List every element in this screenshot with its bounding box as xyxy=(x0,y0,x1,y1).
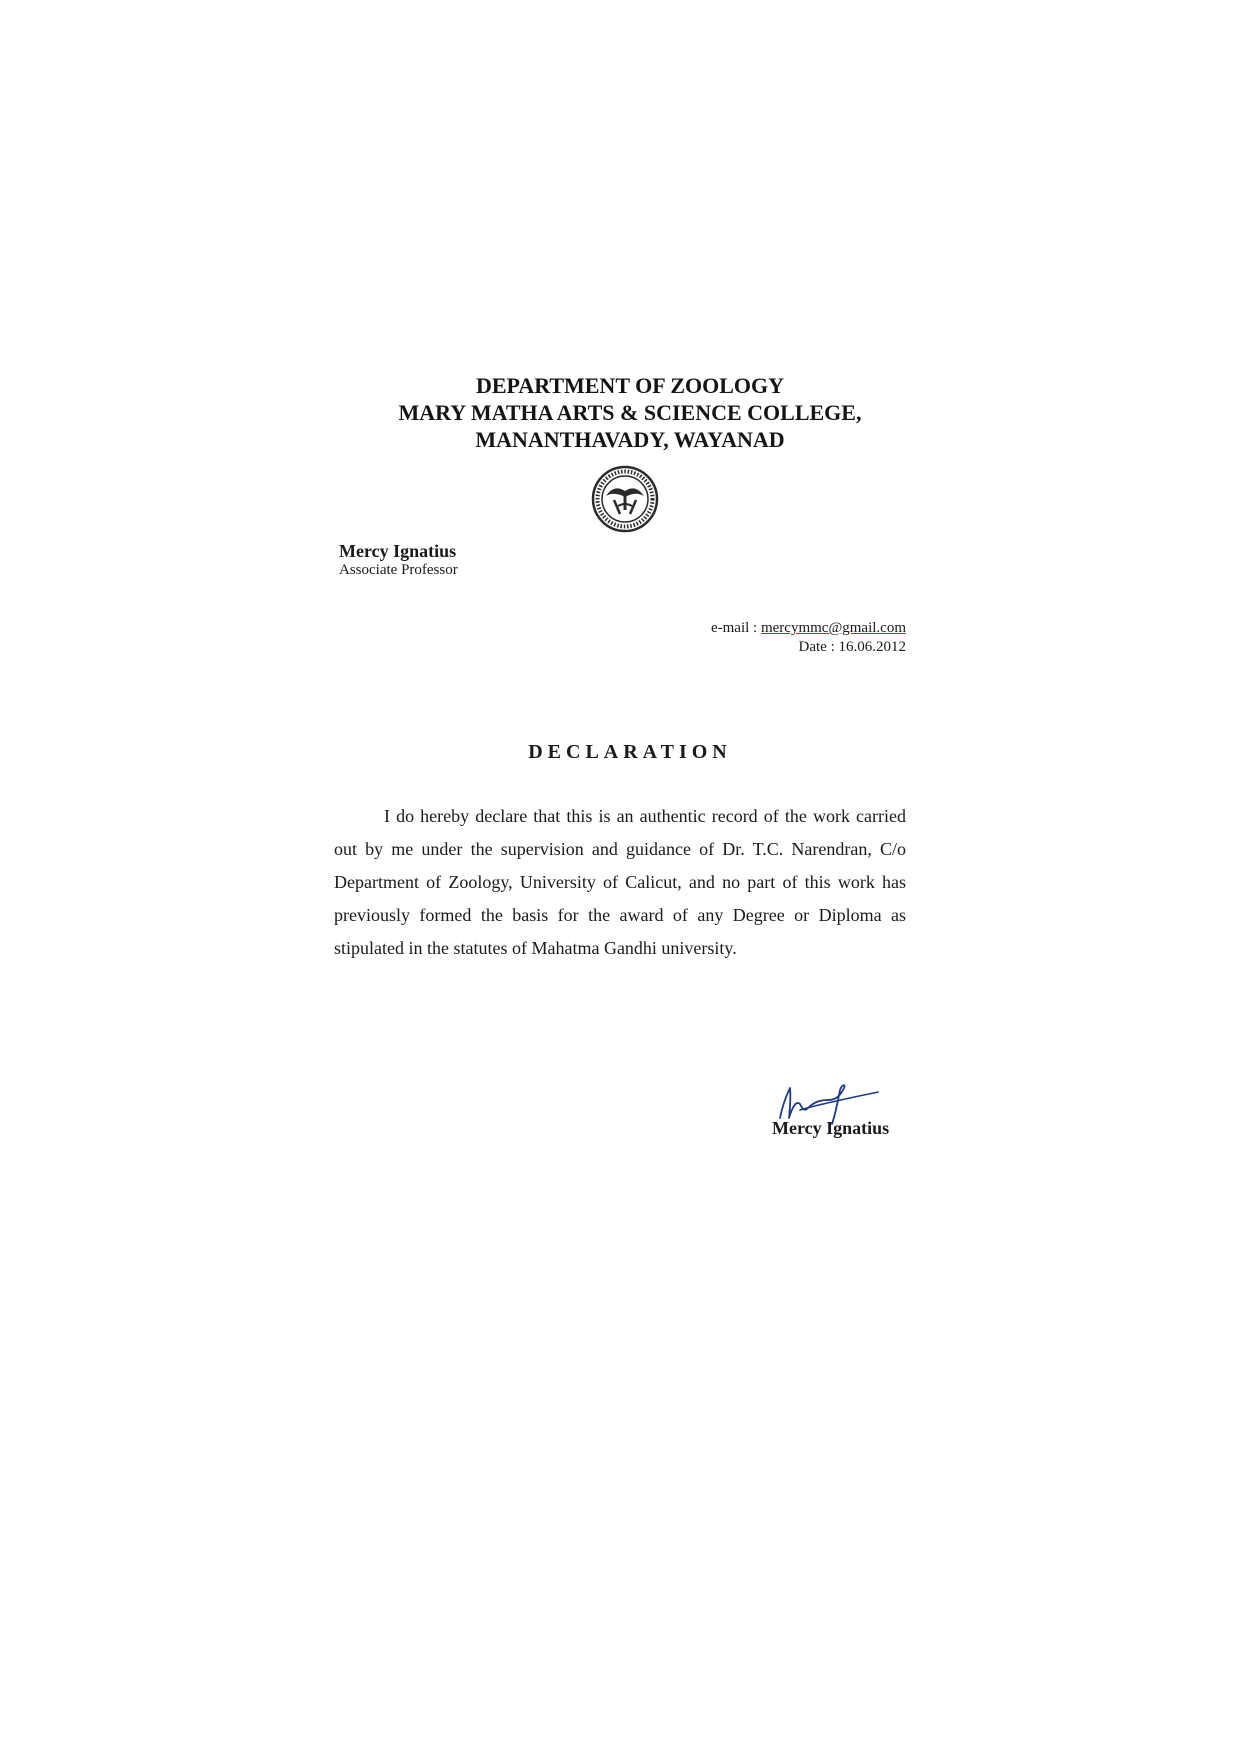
college-name: MARY MATHA ARTS & SCIENCE COLLEGE, xyxy=(398,400,862,425)
email-link[interactable]: mercymmc@gmail.com xyxy=(760,620,906,636)
signature-block xyxy=(760,1078,910,1138)
author-name: Mercy Ignatius xyxy=(339,541,457,561)
declaration-title: DECLARATION xyxy=(528,741,732,763)
college-seal-icon xyxy=(590,464,660,534)
date-label: Date : xyxy=(798,639,835,655)
author-title: Associate Professor xyxy=(339,562,458,578)
email-label: e-mail : xyxy=(710,620,758,636)
letterhead xyxy=(330,372,930,453)
signature-name: Mercy Ignatius xyxy=(772,1118,890,1138)
author-block xyxy=(339,541,458,579)
date-line xyxy=(711,638,906,657)
declaration-body: I do hereby declare that this is an authentic record of the work carried out by me under the supervision and guidance of Dr. T.C. Narendran, C/o Department of Zoology, University of Calicut, and no part of this work has previously formed the basis for the award of any Degree or Diploma as stipulated in the statutes of Mahatma Gandhi university. xyxy=(334,806,906,958)
contact-block xyxy=(711,619,906,657)
college-location: MANANTHAVADY, WAYANAD xyxy=(475,427,785,452)
email-line xyxy=(711,619,906,638)
date-value: 16.06.2012 xyxy=(838,639,906,655)
department-name: DEPARTMENT OF ZOOLOGY xyxy=(475,373,785,398)
